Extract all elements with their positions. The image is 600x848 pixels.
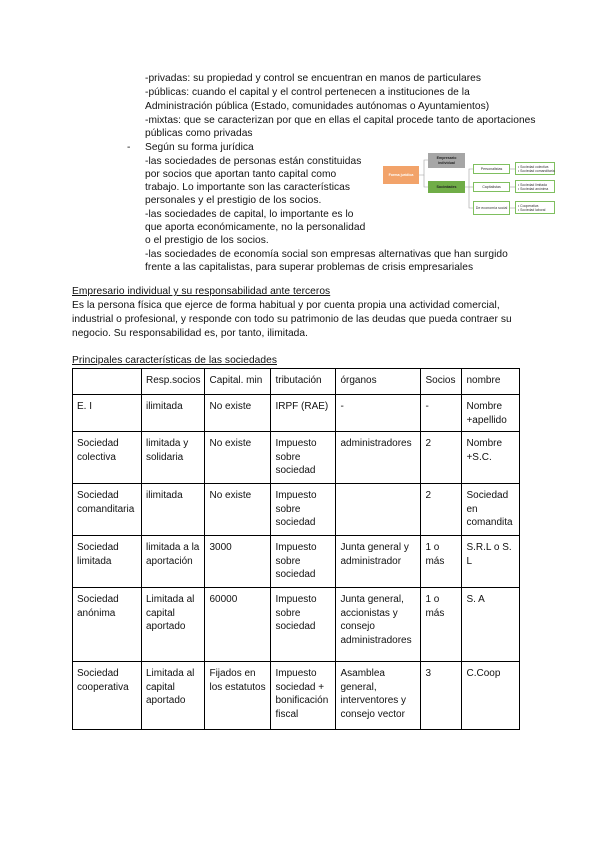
header-cell: nombre xyxy=(462,369,520,395)
table-cell: Impuesto sobre sociedad xyxy=(271,536,336,588)
header-cell xyxy=(73,369,142,395)
intro-line: -privadas: su propiedad y control se encuentran en manos de particulares xyxy=(145,73,482,84)
economia-social-node: De economía social xyxy=(473,201,510,215)
juridica-line: que aporta económicamente, no la personalidad xyxy=(145,222,366,233)
table-cell: S. A xyxy=(462,588,520,662)
table-cell: No existe xyxy=(205,484,271,536)
list-item: • Sociedad colectiva xyxy=(518,165,549,169)
empresario-line: Es la persona física que ejerce de forma habitual y por cuenta propia una actividad comercial, xyxy=(72,300,500,311)
table-cell: C.Coop xyxy=(462,662,520,730)
table-cell: 1 o más xyxy=(421,588,462,662)
table-row xyxy=(73,662,520,730)
table-cell: Impuesto sobre sociedad xyxy=(271,484,336,536)
header-cell: Resp.socios xyxy=(142,369,205,395)
table-cell: Sociedad comanditaria xyxy=(73,484,142,536)
table-cell: E. I xyxy=(73,395,142,432)
sociedades-node: Sociedades xyxy=(428,181,465,193)
table-row xyxy=(73,395,520,432)
juridica-line: -las sociedades de personas están constituidas xyxy=(145,156,362,167)
personalistas-node: Personalistas xyxy=(473,164,510,174)
table-cell: Junta general, accionistas y consejo administradores xyxy=(336,588,421,662)
personalistas-list xyxy=(515,162,555,175)
intro-line: públicas como privadas xyxy=(145,128,253,139)
empresario-node: Empresario individual xyxy=(428,153,465,168)
table-cell: 3000 xyxy=(205,536,271,588)
table-cell: ilimitada xyxy=(142,395,205,432)
table-cell: Nombre +S.C. xyxy=(462,432,520,484)
table-cell: 2 xyxy=(421,484,462,536)
societies-table xyxy=(72,368,520,730)
table-row xyxy=(73,432,520,484)
table-cell: Nombre +apellido xyxy=(462,395,520,432)
table-row xyxy=(73,588,520,662)
table-cell: 60000 xyxy=(205,588,271,662)
empresario-line: negocio. Su responsabilidad es, por tanto, ilimitada. xyxy=(72,328,308,339)
table-cell: No existe xyxy=(205,432,271,484)
list-item: • Sociedad laboral xyxy=(518,208,546,213)
table-row xyxy=(73,484,520,536)
table-cell: Impuesto sobre sociedad xyxy=(271,588,336,662)
table-cell: administradores xyxy=(336,432,421,484)
empresario-heading: Empresario individual y su responsabilidad ante terceros xyxy=(72,286,331,297)
table-cell: limitada a la aportación xyxy=(142,536,205,588)
table-cell: Impuesto sobre sociedad xyxy=(271,432,336,484)
list-item: • Sociedad limitada xyxy=(518,183,547,187)
forma-juridica-diagram xyxy=(382,150,557,222)
table-header-row xyxy=(73,369,520,395)
table-cell: Sociedad limitada xyxy=(73,536,142,588)
juridica-line: -las sociedades de economía social son empresas alternativas que han surgido xyxy=(145,249,508,260)
table-cell: Sociedad cooperativa xyxy=(73,662,142,730)
table-cell: Sociedad anónima xyxy=(73,588,142,662)
table-cell: 3 xyxy=(421,662,462,730)
table-cell: S.R.L o S. L xyxy=(462,536,520,588)
table-cell xyxy=(336,484,421,536)
economia-list xyxy=(515,201,555,214)
table-cell: 1 o más xyxy=(421,536,462,588)
table-cell: No existe xyxy=(205,395,271,432)
intro-line: -públicas: cuando el capital y el control pertenecen a instituciones de la xyxy=(145,87,470,98)
table-cell: - xyxy=(421,395,462,432)
table-cell: IRPF (RAE) xyxy=(271,395,336,432)
table-cell: 2 xyxy=(421,432,462,484)
juridica-line: personales y el prestigio de los socios. xyxy=(145,195,322,206)
list-item: • Sociedad comanditaria xyxy=(518,169,555,174)
table-cell: Limitada al capital aportado xyxy=(142,662,205,730)
table-cell: Asamblea general, interventores y consejo vector xyxy=(336,662,421,730)
header-cell: Capital. min xyxy=(205,369,271,395)
table-row xyxy=(73,536,520,588)
juridica-line: o el prestigio de los socios. xyxy=(145,235,269,246)
intro-line: -mixtas: que se caracterizan por que en ellas el capital procede tanto de aportaciones xyxy=(145,115,536,126)
header-cell: órganos xyxy=(336,369,421,395)
intro-line: Administración pública (Estado, comunidades autónomas o Ayuntamientos) xyxy=(145,101,490,112)
table-cell: Fijados en los estatutos xyxy=(205,662,271,730)
table-heading: Principales características de las sociedades xyxy=(72,355,277,366)
list-item: • Sociedad anónima xyxy=(518,187,549,192)
bullet-heading: Según su forma jurídica xyxy=(145,142,254,153)
capitalistas-node: Capitalistas xyxy=(473,182,510,192)
header-cell: Socios xyxy=(421,369,462,395)
list-item: • Cooperativa xyxy=(518,204,539,208)
capitalistas-list xyxy=(515,180,555,193)
table-cell: Impuesto sociedad + bonificación fiscal xyxy=(271,662,336,730)
table-cell: Sociedad colectiva xyxy=(73,432,142,484)
table-cell: - xyxy=(336,395,421,432)
bullet-dash: - xyxy=(127,142,131,153)
juridica-line: trabajo. Lo importante son las características xyxy=(145,182,351,193)
juridica-line: frente a las capitalistas, para superar problemas de crisis empresariales xyxy=(145,262,474,273)
table-cell: ilimitada xyxy=(142,484,205,536)
table-cell: Junta general y administrador xyxy=(336,536,421,588)
empresario-line: industrial o profesional, y responde con todo su patrimonio de las deudas que pueda contraer su xyxy=(72,314,512,325)
juridica-line: -las sociedades de capital, lo importante es lo xyxy=(145,209,354,220)
juridica-line: por socios que aportan tanto capital como xyxy=(145,169,337,180)
root-node: Forma jurídica xyxy=(383,166,419,184)
table-cell: limitada y solidaria xyxy=(142,432,205,484)
header-cell: tributación xyxy=(271,369,336,395)
table-cell: Sociedad en comandita xyxy=(462,484,520,536)
table-cell: Limitada al capital aportado xyxy=(142,588,205,662)
